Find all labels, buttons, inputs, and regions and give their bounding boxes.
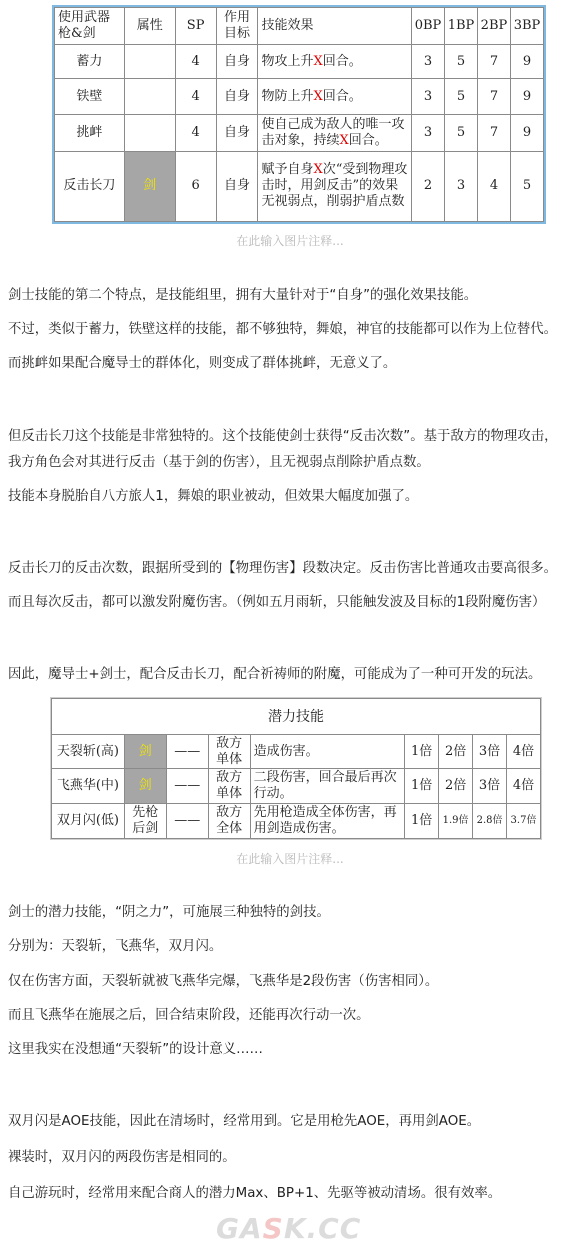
paragraph: 裸装时，双月闪的两段伤害是相同的。 (8, 1150, 236, 1165)
bp-value: 3 (412, 79, 445, 115)
bp-value: 2倍 (439, 735, 473, 769)
skill-sp: —— (166, 735, 208, 769)
bp-value: 2 (412, 151, 445, 221)
paragraph: 剑士的潜力技能，“阴之力”，可施展三种独特的剑技。 (8, 905, 330, 920)
skill-effect: 二段伤害，回合最后再次行动。 (250, 769, 405, 803)
effect-text: 回合。 (322, 53, 362, 69)
skill-attr (124, 79, 175, 115)
bp-value: 7 (477, 115, 510, 151)
skill-name: 挑衅 (55, 115, 125, 151)
bp-value: 5 (445, 115, 478, 151)
effect-text: 物防上升 (261, 88, 314, 104)
bp-value: 5 (445, 45, 478, 79)
paragraph: 双月闪是AOE技能，因此在清场时，经常用到。它是用枪先AOE，再用剑AOE。 (8, 1114, 481, 1129)
paragraph: 技能本身脱胎自八方旅人1，舞娘的职业被动，但效果大幅度加强了。 (8, 489, 419, 504)
skill-name: 铁壁 (55, 79, 125, 115)
bp-value: 3 (412, 45, 445, 79)
skill-effect: 先用枪造成全体伤害，再用剑造成伤害。 (250, 803, 405, 838)
watermark-text: S (262, 1212, 284, 1245)
effect-text: 物攻上升 (261, 53, 314, 69)
effect-variable: X (313, 53, 323, 69)
skill-effect (258, 79, 412, 115)
bp-value: 5 (510, 151, 543, 221)
potential-table-title: 潜力技能 (52, 699, 541, 735)
paragraph: 仅在伤害方面，天裂斩就被飞燕华完爆，飞燕华是2段伤害（伤害相同）。 (8, 974, 439, 989)
paragraph: 不过，类似于蓄力，铁壁这样的技能，都不够独特，舞娘，神官的技能都可以作为上位替代。 (8, 322, 558, 337)
skill-table-grid (54, 7, 544, 222)
skill-name: 双月闪(低) (52, 803, 125, 838)
effect-text: 赋予自身 (261, 162, 314, 178)
paragraph: 反击长刀的反击次数，跟据所受到的【物理伤害】段数决定。反击伤害比普通攻击要高很多。 (8, 561, 558, 576)
skill-sp: —— (166, 769, 208, 803)
bp-value: 9 (510, 79, 543, 115)
skill-table-header (55, 8, 544, 45)
effect-text: 使自己成为敌人的唯一攻击对象，持续 (261, 117, 405, 149)
skill-attr-sword: 剑 (124, 769, 166, 803)
skill-target: 自身 (216, 45, 258, 79)
bp-value: 7 (477, 79, 510, 115)
table-row (55, 45, 544, 79)
paragraph: 而且飞燕华在施展之后，回合结束阶段，还能再次行动一次。 (8, 1008, 370, 1023)
header-bp1: 1BP (445, 8, 478, 45)
skill-sp: —— (166, 803, 208, 838)
table-row (52, 769, 541, 803)
table-row (55, 151, 544, 221)
image-caption[interactable]: 在此输入图片注释... (236, 234, 344, 248)
bp-value: 1倍 (405, 803, 439, 838)
skill-name: 天裂斩(高) (52, 735, 125, 769)
bp-value: 2.8倍 (473, 803, 507, 838)
header-attr: 属性 (124, 8, 175, 45)
bp-value: 1倍 (405, 769, 439, 803)
effect-text: 回合。 (348, 133, 388, 149)
skill-target: 自身 (216, 79, 258, 115)
effect-variable: X (313, 88, 323, 104)
paragraph: 这里我实在没想通“天裂斩”的设计意义…… (8, 1042, 263, 1057)
paragraph: 剑士技能的第二个特点，是技能组里，拥有大量针对于“自身”的强化效果技能。 (8, 288, 478, 303)
skill-effect (258, 115, 412, 151)
bp-value: 4倍 (507, 735, 541, 769)
header-sp: SP (175, 8, 216, 45)
skill-attr (124, 45, 175, 79)
bp-value: 3 (412, 115, 445, 151)
header-weapon: 使用武器 枪&剑 (55, 8, 125, 45)
paragraph: 我方角色会对其进行反击（基于剑的伤害），且无视弱点削除护盾点数。 (8, 455, 430, 470)
bp-value: 3 (445, 151, 478, 221)
header-bp3: 3BP (510, 8, 543, 45)
bp-value: 9 (510, 115, 543, 151)
bp-value: 4倍 (507, 769, 541, 803)
paragraph: 而且每次反击，都可以激发附魔伤害。（例如五月雨斩，只能触发波及目标的1段附魔伤害） (8, 595, 546, 610)
skill-sp: 4 (175, 45, 216, 79)
header-effect: 技能效果 (258, 8, 412, 45)
skill-name: 蓄力 (55, 45, 125, 79)
skill-attr (124, 115, 175, 151)
bp-value: 1.9倍 (439, 803, 473, 838)
skill-sp: 6 (175, 151, 216, 221)
bp-value: 1倍 (405, 735, 439, 769)
bp-value: 3.7倍 (507, 803, 541, 838)
skill-target: 敌方 全体 (208, 803, 250, 838)
header-bp2: 2BP (477, 8, 510, 45)
potential-skill-table (50, 697, 542, 840)
bp-value: 3倍 (473, 735, 507, 769)
skill-attr-sword: 剑 (124, 735, 166, 769)
skill-name: 飞燕华(中) (52, 769, 125, 803)
header-bp0: 0BP (412, 8, 445, 45)
effect-text: 回合。 (322, 88, 362, 104)
skill-sp: 4 (175, 115, 216, 151)
header-target: 作用 目标 (216, 8, 258, 45)
watermark-text: K.CC (283, 1212, 362, 1245)
effect-variable: X (339, 133, 349, 149)
effect-text: 次“受到物理攻击时，用剑反击”的效果无视弱点，削弱护盾点数 (261, 162, 408, 210)
potential-skill-grid (51, 698, 541, 839)
bp-value: 5 (445, 79, 478, 115)
paragraph: 因此，魔导士+剑士，配合反击长刀，配合祈祷师的附魔，可能成为了一种可开发的玩法。 (8, 667, 542, 682)
image-caption[interactable]: 在此输入图片注释... (236, 852, 344, 866)
bp-value: 9 (510, 45, 543, 79)
skill-effect (258, 151, 412, 221)
skill-table (52, 5, 546, 224)
table-row (52, 803, 541, 838)
skill-attr-sword: 剑 (124, 151, 175, 221)
skill-target: 自身 (216, 151, 258, 221)
skill-effect (258, 45, 412, 79)
skill-sp: 4 (175, 79, 216, 115)
paragraph: 分别为：天裂斩，飞燕华，双月闪。 (8, 939, 223, 954)
site-watermark-logo (216, 1212, 372, 1244)
bp-value: 3倍 (473, 769, 507, 803)
skill-target: 敌方 单体 (208, 735, 250, 769)
bp-value: 7 (477, 45, 510, 79)
table-row (55, 79, 544, 115)
paragraph: 自己游玩时，经常用来配合商人的潜力Max、BP+1、先驱等被动清场。很有效率。 (8, 1186, 502, 1201)
skill-attr: 先枪 后剑 (124, 803, 166, 838)
skill-name: 反击长刀 (55, 151, 125, 221)
paragraph: 但反击长刀这个技能是非常独特的。这个技能使剑士获得“反击次数”。基于敌方的物理攻击， (8, 429, 558, 444)
skill-target: 自身 (216, 115, 258, 151)
potential-table-title-row (52, 699, 541, 735)
table-row (52, 735, 541, 769)
skill-target: 敌方 单体 (208, 769, 250, 803)
skill-effect: 造成伤害。 (250, 735, 405, 769)
paragraph: 而挑衅如果配合魔导士的群体化，则变成了群体挑衅，无意义了。 (8, 356, 397, 371)
bp-value: 2倍 (439, 769, 473, 803)
bp-value: 4 (477, 151, 510, 221)
effect-variable: X (313, 162, 323, 178)
watermark-text: GA (216, 1212, 263, 1245)
table-row (55, 115, 544, 151)
